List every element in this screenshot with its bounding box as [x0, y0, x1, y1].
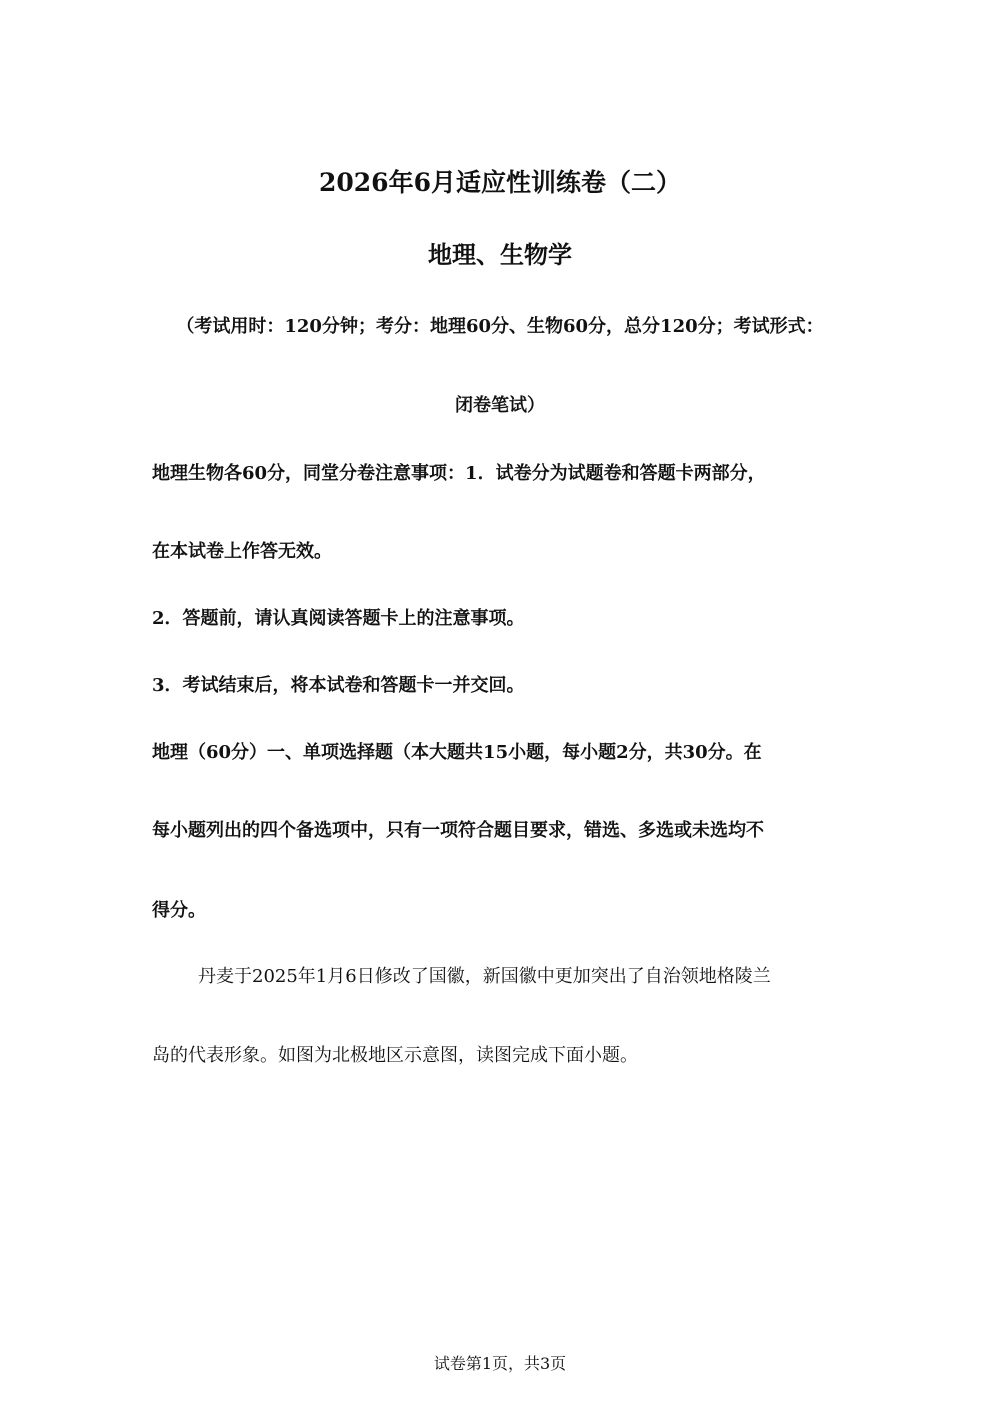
instructions-line-4: 3．考试结束后，将本试卷和答题卡一并交回。 — [152, 675, 525, 696]
exam-info-line-2: 闭卷笔试） — [455, 395, 545, 416]
exam-subject: 地理、生物学 — [428, 240, 572, 269]
instructions-line-1: 地理生物各60分，同堂分卷注意事项：1．试卷分为试题卷和答题卡两部分， — [152, 463, 766, 484]
section-heading-line-3: 得分。 — [152, 900, 206, 921]
instructions-line-2: 在本试卷上作答无效。 — [152, 541, 332, 562]
exam-title: 2026年6月适应性训练卷（二） — [319, 168, 681, 197]
section-heading-line-2: 每小题列出的四个备选项中，只有一项符合题目要求，错选、多选或未选均不 — [152, 820, 764, 841]
page-footer: 试卷第1页，共3页 — [433, 1354, 567, 1373]
passage-line-1: 丹麦于2025年1月6日修改了国徽，新国徽中更加突出了自治领地格陵兰 — [198, 966, 771, 987]
instructions-line-3: 2．答题前，请认真阅读答题卡上的注意事项。 — [152, 608, 525, 629]
passage-line-2: 岛的代表形象。如图为北极地区示意图，读图完成下面小题。 — [152, 1045, 638, 1066]
exam-info-line-1: （考试用时：120分钟；考分：地理60分、生物60分，总分120分；考试形式： — [176, 316, 824, 337]
section-heading-line-1: 地理（60分）一、单项选择题（本大题共15小题，每小题2分，共30分。在 — [152, 742, 762, 763]
